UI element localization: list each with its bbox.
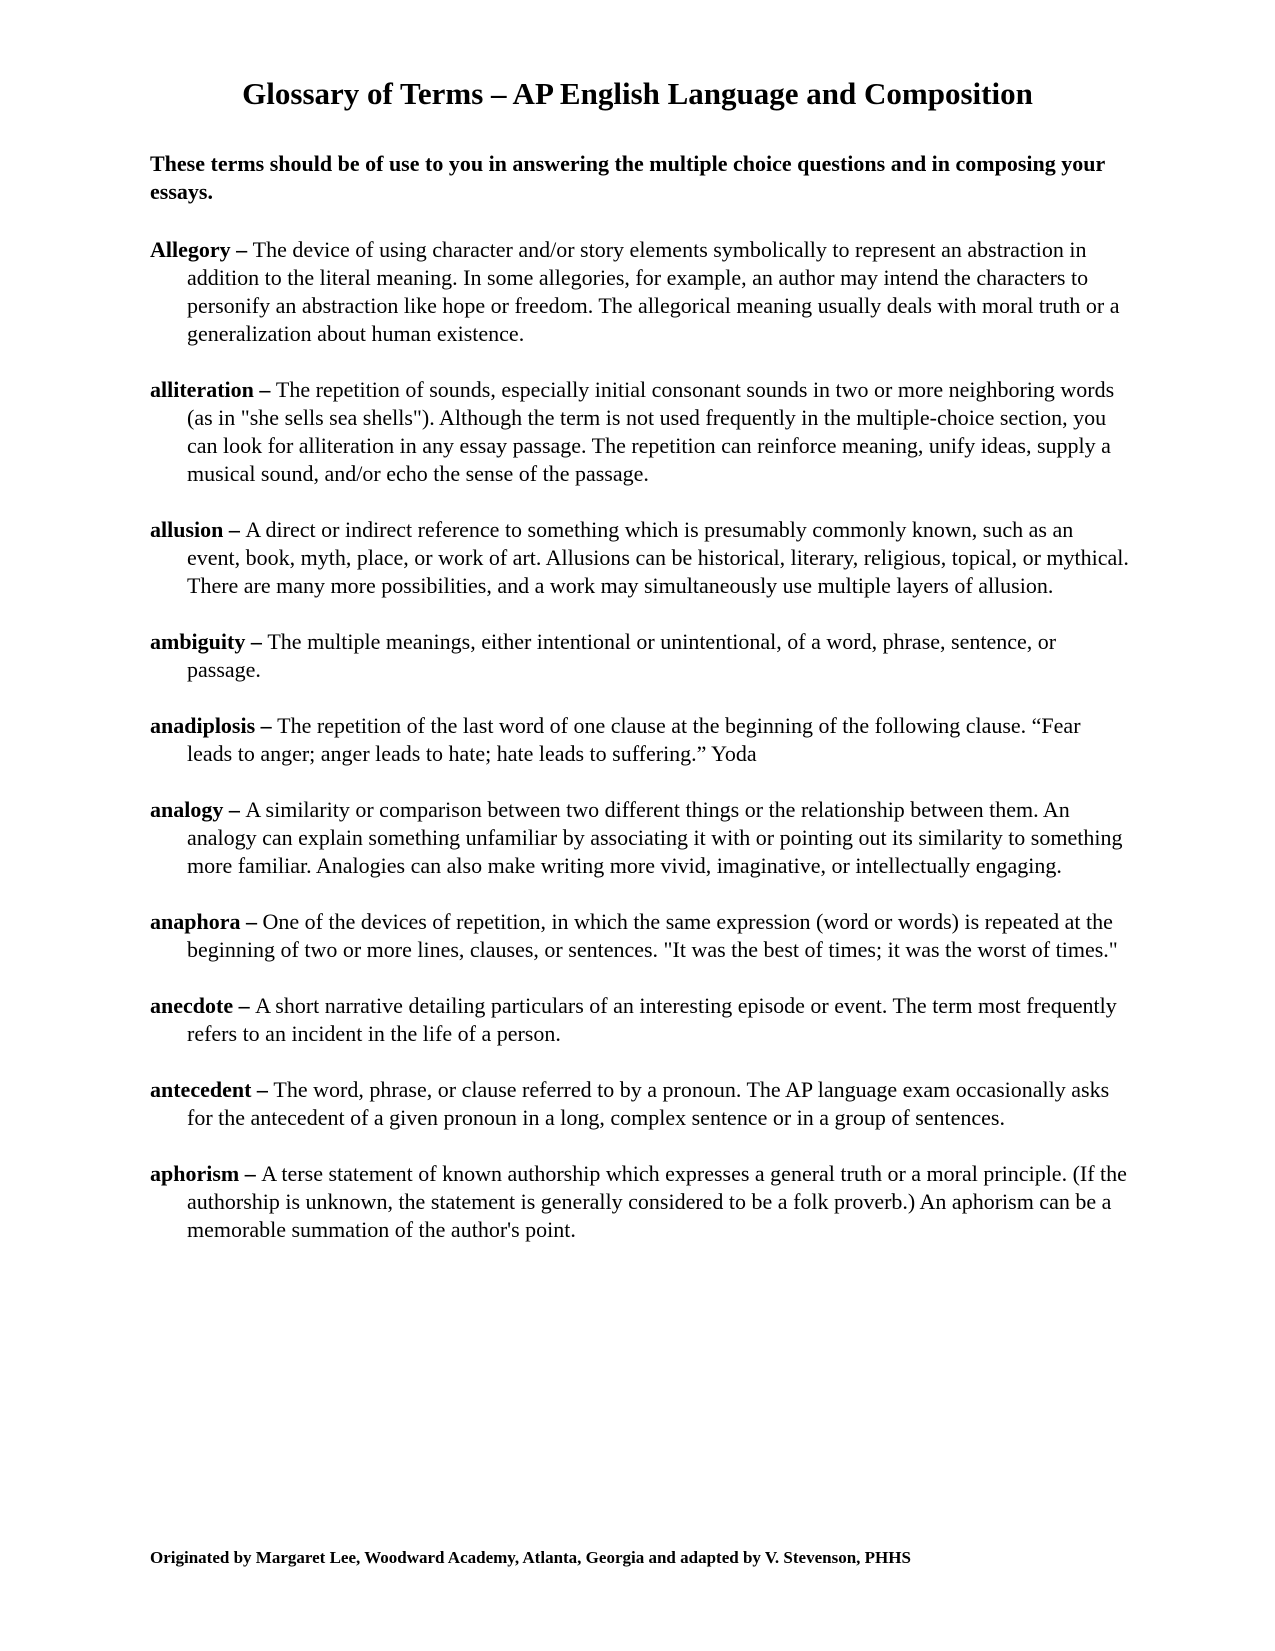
term-definition: The word, phrase, or clause referred to by a pronoun. The AP language exam occasionally asks for the antecedent of a given pronoun in a long, complex sentence or in a group of sentences. [187, 1077, 1110, 1130]
glossary-entry [150, 908, 1130, 964]
term-word: anaphora [150, 909, 241, 934]
page-title: Glossary of Terms – AP English Language and Composition [242, 76, 1033, 111]
term-word: ambiguity [150, 629, 246, 654]
glossary-entry [150, 712, 1130, 768]
term-word: analogy [150, 797, 224, 822]
term-dash: – [253, 377, 276, 402]
glossary-entry [150, 796, 1130, 880]
term-dash: – [230, 237, 253, 262]
term-dash: – [239, 1161, 262, 1186]
glossary-entry [150, 1076, 1130, 1132]
term-word: antecedent [150, 1077, 252, 1102]
term-definition: The multiple meanings, either intentional or unintentional, of a word, phrase, sentence, or passage. [187, 629, 1057, 682]
term-dash: – [255, 713, 278, 738]
glossary-entry [150, 628, 1130, 684]
footer-credit: Originated by Margaret Lee, Woodward Academy, Atlanta, Georgia and adapted by V. Stevenson, PHHS [150, 1548, 911, 1567]
term-word: Allegory [150, 237, 231, 262]
term-dash: – [233, 993, 256, 1018]
intro-text: These terms should be of use to you in answering the multiple choice questions and in composing your essays. [150, 151, 1105, 204]
term-dash: – [240, 909, 263, 934]
term-definition: A direct or indirect reference to something which is presumably commonly known, such as an event, book, myth, place, or work of art. Allusions can be historical, literary, religious, topical, or mythical. There are many more possibilities, and a work may simultaneously use multiple layers of allusion. [187, 517, 1129, 598]
term-word: allusion [150, 517, 224, 542]
term-word: alliteration [150, 377, 254, 402]
term-dash: – [223, 797, 246, 822]
glossary-entry [150, 376, 1130, 488]
glossary-entry [150, 516, 1130, 600]
term-definition: The repetition of sounds, especially initial consonant sounds in two or more neighboring words (as in "she sells sea shells"). Although the term is not used frequently in the multiple-choice section, you can look for alliteration in any essay passage. The repetition can reinforce meaning, unify ideas, supply a musical sound, and/or echo the sense of the passage. [187, 377, 1115, 486]
term-definition: The device of using character and/or story elements symbolically to represent an abstraction in addition to the literal meaning. In some allegories, for example, an author may intend the characters to personify an abstraction like hope or freedom. The allegorical meaning usually deals with moral truth or a generalization about human existence. [187, 237, 1120, 346]
term-definition: One of the devices of repetition, in which the same expression (word or words) is repeated at the beginning of two or more lines, clauses, or sentences. "It was the best of times; it was the worst of times." [187, 909, 1118, 962]
term-dash: – [251, 1077, 274, 1102]
term-definition: A short narrative detailing particulars of an interesting episode or event. The term most frequently refers to an incident in the life of a person. [187, 993, 1117, 1046]
term-word: anadiplosis [150, 713, 256, 738]
glossary-list [150, 236, 1130, 1272]
glossary-entry [150, 992, 1130, 1048]
term-definition: A terse statement of known authorship which expresses a general truth or a moral principle. (If the authorship is unknown, the statement is generally considered to be a folk proverb.) An aphorism can be a memorable summation of the author's point. [187, 1161, 1127, 1242]
term-word: anecdote [150, 993, 234, 1018]
term-definition: The repetition of the last word of one clause at the beginning of the following clause. “Fear leads to anger; anger leads to hate; hate leads to suffering.” Yoda [187, 713, 1081, 766]
glossary-entry [150, 1160, 1130, 1244]
glossary-entry [150, 236, 1130, 348]
term-word: aphorism [150, 1161, 240, 1186]
term-dash: – [245, 629, 268, 654]
term-dash: – [223, 517, 246, 542]
term-definition: A similarity or comparison between two different things or the relationship between them. An analogy can explain something unfamiliar by associating it with or pointing out its similarity to something more familiar. Analogies can also make writing more vivid, imaginative, or intellectually engaging. [187, 797, 1123, 878]
